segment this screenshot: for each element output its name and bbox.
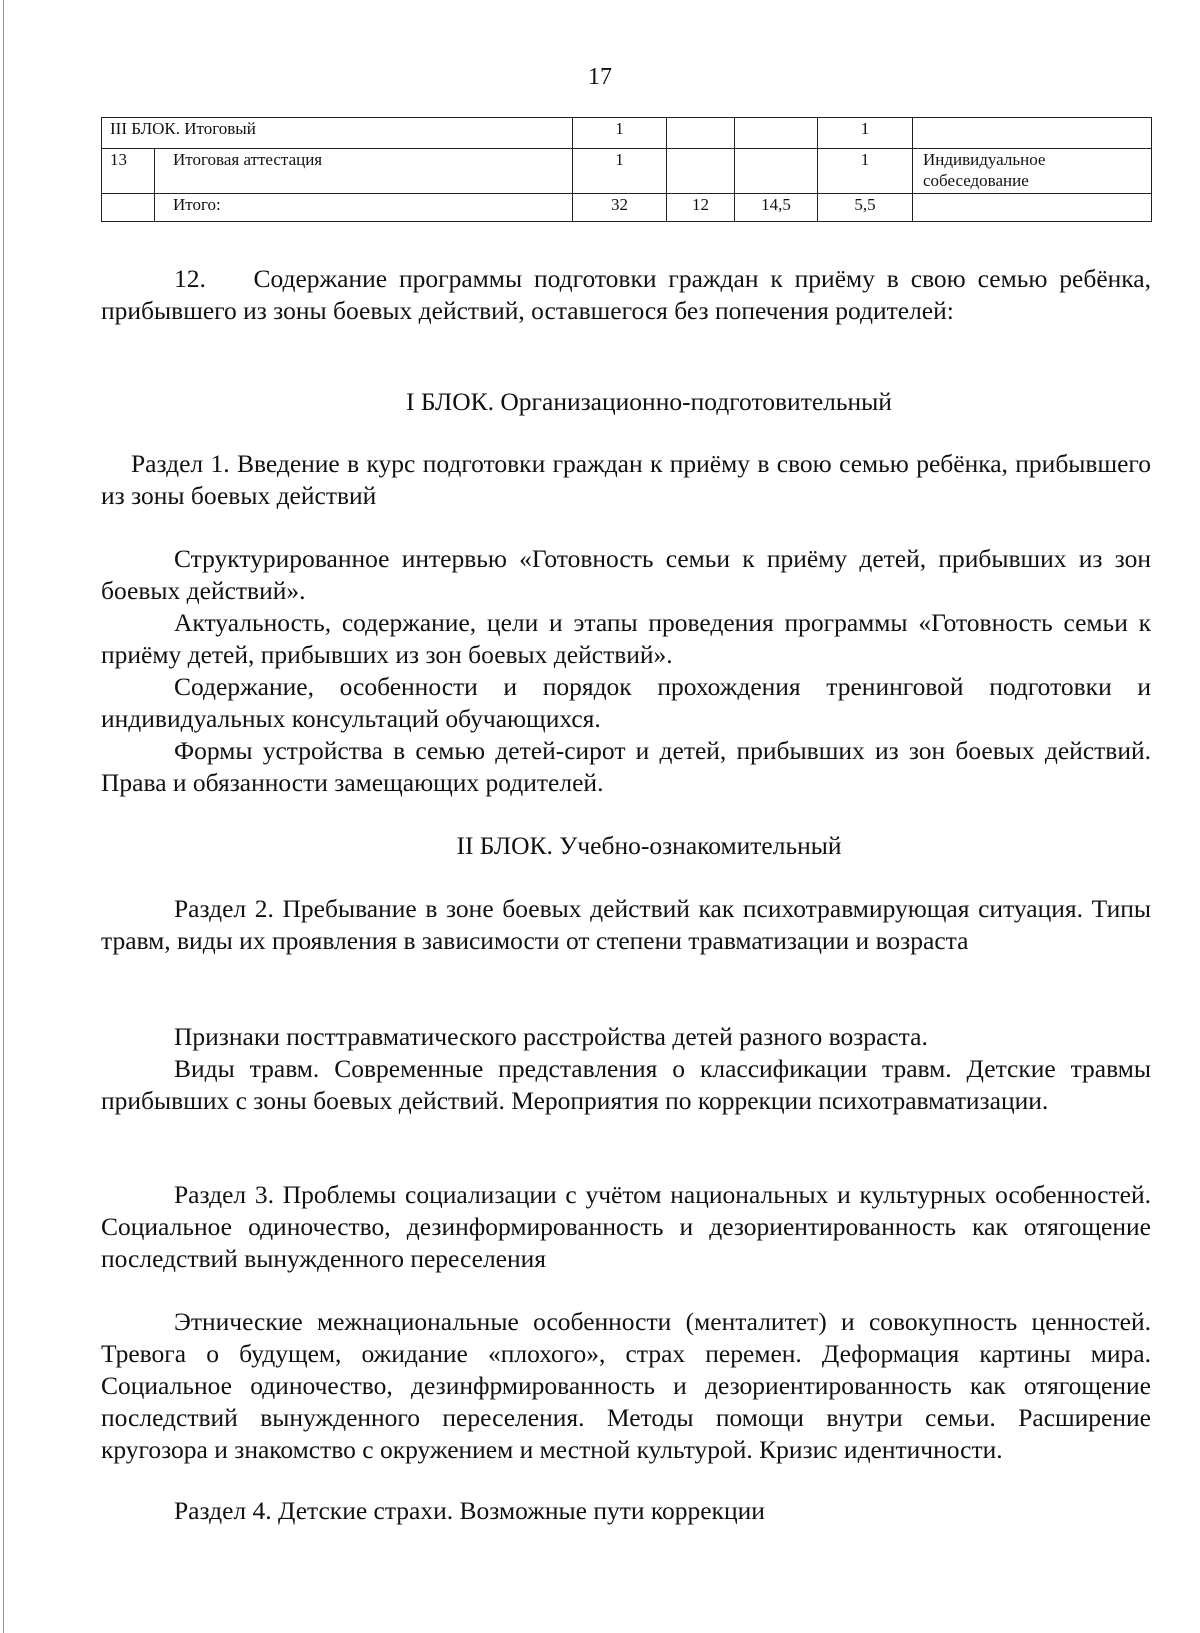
curriculum-table bbox=[101, 117, 1152, 222]
table-cell-form bbox=[913, 118, 1152, 149]
table-cell-practice bbox=[735, 149, 818, 194]
table-cell-num: 13 bbox=[102, 149, 155, 194]
section-2-title: Раздел 2. Пребывание в зоне боевых действий как психотравмирующая ситуация. Типы травм, виды их проявления в зависимости от степени травматизации и возраста bbox=[101, 894, 1151, 955]
table-cell-name: Итоговая аттестация bbox=[155, 149, 573, 194]
table-cell-total: 1 bbox=[573, 149, 667, 194]
table-cell-practice bbox=[735, 118, 818, 149]
section-1-paragraph: Содержание, особенности и порядок прохождения тренинговой подготовки и индивидуальных консультаций обучающихся. bbox=[101, 672, 1151, 733]
section-3-title: Раздел 3. Проблемы социализации с учётом национальных и культурных особенностей. Социальное одиночество, дезинформированность и дезориентированность как отягощение последствий вынужденного переселения bbox=[101, 1180, 1151, 1273]
table-cell-form: Индивидуальное собеседование bbox=[913, 149, 1152, 194]
section-1-body bbox=[101, 543, 1151, 799]
section-2-body bbox=[101, 1021, 1151, 1117]
section-4-title: Раздел 4. Детские страхи. Возможные пути коррекции bbox=[174, 1496, 765, 1525]
table-row bbox=[102, 118, 1152, 149]
table-cell-lectures bbox=[667, 118, 735, 149]
table-row bbox=[102, 194, 1152, 222]
table-cell-lectures bbox=[667, 149, 735, 194]
section-3-body bbox=[101, 1306, 1151, 1466]
section-2-paragraph: Признаки посттравматического расстройства детей разного возраста. bbox=[174, 1022, 928, 1051]
block-1-heading: I БЛОК. Организационно-подготовительный bbox=[406, 387, 892, 416]
item-12-text: Содержание программы подготовки граждан к приёму в свою семью ребёнка, прибывшего из зоны боевых действий, оставшегося без попечения родителей: bbox=[101, 264, 1151, 325]
table-cell-name: Итого: bbox=[155, 194, 573, 222]
table-cell-name: III БЛОК. Итоговый bbox=[102, 118, 573, 149]
item-12-number: 12. bbox=[174, 264, 206, 293]
block-2-heading: II БЛОК. Учебно-ознакомительный bbox=[456, 831, 842, 860]
table-row bbox=[102, 149, 1152, 194]
table-cell-self: 5,5 bbox=[818, 194, 913, 222]
scan-edge-line bbox=[3, 0, 4, 1633]
table-cell-total: 32 bbox=[573, 194, 667, 222]
section-1-title: Раздел 1. Введение в курс подготовки граждан к приёму в свою семью ребёнка, прибывшего из зоны боевых действий bbox=[101, 449, 1151, 510]
section-1-paragraph: Актуальность, содержание, цели и этапы проведения программы «Готовность семьи к приёму детей, прибывших из зон боевых действий». bbox=[101, 608, 1151, 669]
item-12-paragraph bbox=[101, 263, 1151, 327]
section-1-paragraph: Формы устройства в семью детей-сирот и детей, прибывших из зон боевых действий. Права и обязанности замещающих родителей. bbox=[101, 736, 1151, 797]
table-cell-self: 1 bbox=[818, 149, 913, 194]
table-cell-total: 1 bbox=[573, 118, 667, 149]
section-1-paragraph: Структурированное интервью «Готовность семьи к приёму детей, прибывших из зон боевых действий». bbox=[101, 544, 1151, 605]
page-number: 17 bbox=[588, 64, 612, 90]
section-2-paragraph: Виды травм. Современные представления о классификации травм. Детские травмы прибывших с зоны боевых действий. Мероприятия по коррекции психотравматизации. bbox=[101, 1054, 1151, 1115]
table-cell-form bbox=[913, 194, 1152, 222]
table-cell-self: 1 bbox=[818, 118, 913, 149]
table-cell-practice: 14,5 bbox=[735, 194, 818, 222]
table-cell-lectures: 12 bbox=[667, 194, 735, 222]
section-3-paragraph: Этнические межнациональные особенности (менталитет) и совокупность ценностей. Тревога о будущем, ожидание «плохого», страх перемен. Деформация картины мира. Социальное одиночество, дезинфрмированность и дезориентированность как отягощение последствий вынужденного переселения. Методы помощи внутри семьи. Расширение кругозора и знакомство с окружением и местной культурой. Кризис идентичности. bbox=[101, 1307, 1151, 1464]
table-cell-num bbox=[102, 194, 155, 222]
